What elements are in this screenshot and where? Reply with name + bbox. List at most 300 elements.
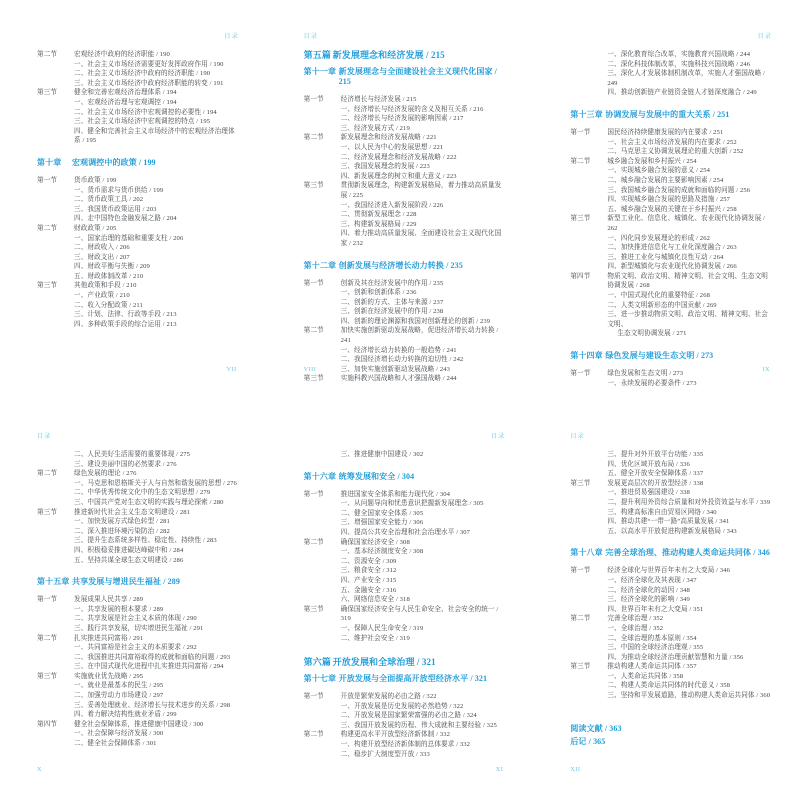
- toc-entry-page: / 318: [394, 596, 410, 603]
- toc-entry-page: / 221: [421, 134, 437, 141]
- toc-entry-page: / 235: [428, 280, 444, 287]
- toc-page-content: [570, 50, 774, 388]
- toc-entry-title: 城乡融合发展和乡村振兴 / 254: [607, 157, 774, 167]
- toc-entry-title: 二、贯彻新发展理念: [340, 211, 401, 219]
- toc-entry-title: 一、经济增长与经济发展的含义及相互关系: [340, 105, 468, 113]
- toc-entry-title: 扎实推进共同富裕 / 291: [74, 634, 241, 644]
- toc-entry-page: / 319: [394, 635, 410, 642]
- toc-item-row: [570, 691, 774, 701]
- toc-entry-label: 第一节: [303, 96, 324, 103]
- toc-entry-label: 第十一章: [303, 67, 337, 76]
- toc-entry-page: / 354: [681, 635, 697, 642]
- toc-entry-title: 五、坚持共谋全球生态文明建设: [74, 556, 168, 564]
- toc-entry-title: 五、健全开放安全保障体系: [607, 470, 688, 478]
- toc-entry-page: / 300: [188, 721, 204, 728]
- toc-item-row: [37, 614, 241, 624]
- toc-entry-title: 三、坚持和平发展道路，推动构建人类命运共同体: [607, 692, 755, 700]
- toc-section-row: [304, 605, 508, 624]
- toc-page: [0, 0, 267, 400]
- toc-entry-page: / 206: [168, 235, 184, 242]
- toc-entry-title: 二、开放发展是国家繁荣富强的必由之路: [340, 712, 462, 720]
- toc-entry-title: 构建更高水平开放型经济新体制 / 332: [341, 730, 508, 740]
- toc-item-row: [304, 307, 508, 317]
- toc-entry-page: / 256: [735, 187, 751, 194]
- toc-entry-page: / 203: [141, 206, 157, 213]
- toc-entry-title: 三、我国城乡融合发展的成就和面临的问题: [607, 186, 735, 194]
- toc-entry-title: 二、健全社会保障体系: [74, 740, 141, 748]
- toc-entry-label: 第十二章: [303, 260, 337, 270]
- toc-entry-page: / 332: [434, 731, 450, 738]
- toc-entry-title: 三、构建新发展格局: [340, 220, 401, 228]
- toc-chapter-heading: [37, 577, 241, 587]
- toc-section-row: [37, 50, 241, 60]
- toc-item-row: [570, 672, 774, 682]
- toc-entry-page: / 254: [694, 167, 710, 174]
- toc-section-row: [37, 508, 241, 518]
- toc-entry-title: 二、收入分配政策: [74, 301, 128, 309]
- toc-entry-page: / 229: [401, 221, 417, 228]
- toc-item-row: [37, 460, 241, 470]
- toc-entry-page: / 307: [454, 529, 470, 536]
- toc-entry-title: 一、社会主义市场经济需要更好发挥政府作用: [74, 60, 208, 68]
- toc-item-row: [304, 499, 508, 509]
- toc-entry-page: / 243: [434, 366, 450, 373]
- toc-entry-page: / 363: [603, 724, 622, 733]
- toc-entry-title: 健全和完善宏观经济治理体系 / 194: [74, 88, 241, 98]
- toc-entry-title: 一、社会保障与经济发展: [74, 730, 148, 738]
- toc-entry-title: 完善全球治理、推动构建人类命运共同体 / 346: [605, 548, 774, 558]
- toc-item-row: [37, 108, 241, 118]
- toc-entry-page: / 210: [121, 282, 137, 289]
- toc-item-row: [37, 517, 241, 527]
- toc-section-row: [304, 95, 508, 105]
- toc-entry-title: 四、推动共建“一带一路”高质量发展: [607, 518, 714, 526]
- toc-item-row: [304, 702, 508, 712]
- toc-entry-page: / 308: [394, 539, 410, 546]
- toc-entry-page: / 251: [708, 129, 724, 136]
- toc-entry-page: / 282: [154, 528, 170, 535]
- running-header: 目录: [757, 33, 772, 40]
- toc-entry-page: / 226: [428, 202, 444, 209]
- toc-entry-title: 三、推进工业化与城镇化良性互动: [607, 253, 708, 261]
- toc-entry-title: 宏观经济中政府的经济职能 / 190: [74, 50, 241, 60]
- toc-item-row: [37, 681, 241, 691]
- toc-entry-title: 五、以高水平开放促进构建新发展格局: [607, 527, 722, 535]
- toc-entry-title: 确保国家经济安全 / 308: [341, 538, 508, 548]
- toc-entry-title: 新型工业化、信息化、城镇化、农业现代化协调发展/ 262: [607, 214, 774, 233]
- toc-entry-title: 推进新时代社会主义生态文明建设 / 281: [74, 508, 241, 518]
- toc-entry-page: / 246: [735, 61, 751, 68]
- toc-entry-page: / 249: [607, 70, 765, 87]
- toc-entry-page: / 352: [648, 625, 664, 632]
- toc-item-row: [37, 653, 241, 663]
- toc-entry-page: / 294: [208, 663, 224, 670]
- toc-section-row: [304, 730, 508, 740]
- toc-item-row: [570, 508, 774, 518]
- toc-entry-page: / 273: [668, 370, 684, 377]
- toc-entry-page: / 338: [688, 480, 704, 487]
- toc-entry-page: / 357: [681, 663, 697, 670]
- page-folio: VIII: [303, 366, 317, 373]
- toc-entry-title: 三、计划、法律、行政等手段: [74, 311, 162, 319]
- toc-entry-title: 二、我国经济增长动力转换的迫切性: [340, 356, 448, 364]
- toc-entry-title: 开放是繁荣发展的必由之路 / 322: [341, 692, 508, 702]
- toc-entry-page: / 215: [339, 67, 497, 86]
- toc-entry-title: 二、深入推进环境污染防治: [74, 527, 155, 535]
- toc-item-row: [37, 69, 241, 79]
- toc-entry-title: 实施科教兴国战略和人才强国战略 / 244: [341, 374, 508, 384]
- toc-entry-label: 第一节: [570, 567, 591, 575]
- toc-entry-page: / 295: [148, 682, 164, 689]
- toc-entry-label: 第三节: [37, 282, 58, 290]
- toc-entry-page: / 298: [215, 702, 231, 709]
- toc-entry-title: 一、马克思和恩格斯关于人与自然和谐发展的思想: [74, 479, 222, 487]
- toc-item-row: [570, 50, 774, 60]
- toc-item-row: [37, 605, 241, 615]
- toc-entry-page: / 209: [134, 263, 150, 270]
- toc-entry-title: 二、共享发展是社会主义本质的体现: [74, 615, 182, 623]
- toc-item-row: [304, 566, 508, 576]
- toc-item-row: [570, 460, 774, 470]
- toc-entry-title: 二、创新的方式、主体与来源: [340, 298, 428, 306]
- toc-item-row: [304, 172, 508, 182]
- toc-entry-title: 物质文明、政治文明、精神文明、社会文明、生态文明协调发展 / 268: [607, 272, 774, 291]
- toc-entry-title: 绿色发展与建设生态文明 / 273: [605, 351, 774, 361]
- toc-entry-title: 一、永续发展的必要条件: [607, 379, 681, 387]
- toc-entry-title: 共享发展与增进民生福祉 / 289: [72, 577, 241, 587]
- toc-entry-title: 一、构建开放型经济新体制的总体要求: [340, 741, 455, 749]
- toc-section-row: [37, 595, 241, 605]
- toc-entry-title: 一、货币需求与货币供给: [74, 186, 148, 194]
- toc-entry-page: / 281: [154, 518, 170, 525]
- toc-entry-title: 财政政策 / 205: [74, 224, 241, 234]
- toc-entry-page: / 290: [181, 615, 197, 622]
- toc-item-row: [570, 595, 774, 605]
- toc-chapter-heading: [570, 548, 774, 558]
- toc-item-row: [304, 634, 508, 644]
- toc-item-row: [37, 450, 241, 460]
- toc-item-row: [37, 205, 241, 215]
- toc-entry-page: / 340: [701, 509, 717, 516]
- toc-item-row: [304, 220, 508, 230]
- running-header: 目录: [37, 433, 52, 440]
- toc-entry-page: / 223: [414, 163, 430, 170]
- toc-entry-title: 二、货币政策工具: [74, 196, 128, 204]
- toc-entry-title: 新发展理念与全面建设社会主义现代化国家/ 215: [339, 67, 508, 87]
- toc-entry-page: / 206: [114, 244, 130, 251]
- toc-item-row: [37, 243, 241, 253]
- toc-chapter-heading: [570, 351, 774, 361]
- toc-entry-label: 第五篇: [303, 50, 331, 60]
- toc-entry-page: / 199: [137, 158, 156, 167]
- toc-entry-page: / 223: [441, 173, 457, 180]
- toc-entry-title: 四、新发展理念的树立和重大意义: [340, 172, 442, 180]
- toc-item-row: [570, 517, 774, 527]
- toc-entry-title: 五、城乡融合发展的关键在于乡村振兴: [607, 205, 722, 213]
- toc-entry-title: 二、加快推进信息化与工业化深度融合: [607, 244, 722, 252]
- toc-chapter-heading: [304, 472, 508, 482]
- toc-entry-page: / 195: [81, 137, 97, 144]
- toc-section-row: [37, 224, 241, 234]
- toc-entry-title: 三、提升对外开放平台功能: [607, 451, 688, 458]
- toc-entry-label: 第三节: [37, 508, 58, 516]
- toc-entry-page: / 249: [741, 89, 757, 96]
- toc-part-heading: [304, 657, 508, 668]
- toc-item-row: [37, 98, 241, 108]
- toc-entry-title: 发展成果人民共享 / 289: [74, 595, 241, 605]
- toc-item-row: [570, 653, 774, 663]
- toc-entry-page: / 351: [688, 606, 704, 613]
- toc-entry-title: 三、增强国家安全能力: [340, 519, 408, 527]
- toc-item-row: [570, 291, 774, 301]
- toc-entry-label: 第三节: [570, 663, 591, 671]
- toc-item-row: [570, 138, 774, 148]
- toc-entry-title: 四、多种政策手段的综合运用: [74, 320, 162, 328]
- toc-item-row: [570, 624, 774, 634]
- toc-section-row: [37, 176, 241, 186]
- toc-entry-title: 二、财政收入: [74, 244, 115, 252]
- toc-entry-label: 第二节: [303, 538, 324, 546]
- toc-entry-title: 三、经济全球化的影响: [607, 596, 675, 604]
- toc-entry-page: / 306: [408, 519, 424, 526]
- toc-entry-page: / 217: [448, 115, 464, 122]
- toc-entry-label: 第一节: [303, 279, 324, 287]
- toc-item-row: [570, 450, 774, 460]
- toc-section-row: [304, 326, 508, 345]
- toc-section-row: [304, 181, 508, 200]
- toc-entry-title: 二、社会主义市场经济中宏观调控的必要性: [74, 108, 202, 116]
- toc-item-row: [37, 710, 241, 720]
- toc-item-row: [570, 498, 774, 508]
- toc-entry-title: 发展更高层次的开放型经济 / 338: [607, 479, 774, 489]
- toc-entry-title: 推动构建人类命运共同体 / 357: [607, 662, 774, 672]
- running-header: 目录: [224, 33, 239, 40]
- toc-entry-title: 二、我国推进共同富裕取得的成就和面临的问题: [74, 653, 215, 661]
- toc-entry-title: 一、深化教育综合改革，实施教育兴国战略: [607, 51, 735, 58]
- toc-page: [267, 400, 534, 800]
- toc-item-row: [570, 576, 774, 586]
- toc-item-row: [304, 750, 508, 760]
- toc-entry-title: 二、加强劳动力市场建设: [74, 692, 148, 700]
- toc-section-row: [570, 214, 774, 233]
- toc-entry-title: 三、财政支出: [74, 253, 115, 261]
- toc-item-row: [570, 681, 774, 691]
- toc-entry-title: 健全社会保障体系，推进健康中国建设 / 300: [74, 720, 241, 730]
- toc-entry-title: 三、推进健康中国建设: [340, 451, 408, 458]
- toc-item-row: [37, 527, 241, 537]
- toc-entry-page: / 191: [208, 80, 224, 87]
- toc-item-row: [37, 701, 241, 711]
- toc-section-row: [304, 374, 508, 384]
- toc-item-row: [304, 509, 508, 519]
- toc-entry-title: 一、国家治理的基础和重要支柱: [74, 234, 168, 242]
- toc-entry-title: 二、人民美好生活需要的重要体现: [74, 451, 175, 458]
- toc-entry-page: / 268: [694, 292, 710, 299]
- toc-entry-title: 一、以人民为中心的发展思想: [340, 143, 428, 151]
- toc-entry-page: / 194: [201, 109, 217, 116]
- toc-page: [533, 400, 800, 800]
- toc-entry-page: / 216: [468, 106, 484, 113]
- toc-entry-page: / 280: [208, 499, 224, 506]
- toc-entry-page: / 335: [688, 451, 704, 458]
- toc-entry-page: / 195: [195, 118, 211, 125]
- toc-entry-title: 绿色发展和生态文明 / 273: [607, 369, 774, 379]
- toc-entry-page: / 279: [195, 489, 211, 496]
- toc-page: [267, 0, 534, 400]
- toc-entry-page: / 347: [681, 577, 697, 584]
- toc-item-row: [304, 210, 508, 220]
- toc-entry-title: 二、马克思主义协调发展理论的重大创新: [607, 148, 728, 156]
- toc-entry-page: / 321: [415, 657, 436, 667]
- toc-section-row: [37, 281, 241, 291]
- toc-page-content: [304, 50, 508, 384]
- toc-entry-page: / 281: [174, 509, 190, 516]
- toc-item-row: [304, 105, 508, 115]
- toc-item-row: [37, 214, 241, 224]
- toc-entry-page: / 297: [148, 692, 164, 699]
- toc-entry-title: 货币政策 / 199: [74, 176, 241, 186]
- toc-entry-page: / 333: [414, 751, 430, 758]
- toc-chapter-heading: [304, 674, 508, 684]
- toc-entry-title: 三、加快实施创新驱动发展战略: [340, 365, 435, 373]
- toc-entry-page: / 276: [161, 461, 177, 468]
- toc-entry-title: 三、践行共享发展，切实增进民生福祉: [74, 624, 188, 632]
- toc-entry-page: / 271: [671, 330, 687, 337]
- toc-entry-title: 二、资源安全: [340, 557, 381, 565]
- toc-entry-title: 四、产业安全: [340, 576, 381, 584]
- toc-item-row: [570, 69, 774, 88]
- toc-item-row: [304, 143, 508, 153]
- toc-section-row: [570, 157, 774, 167]
- toc-entry-title: 四、财政平衡与失衡: [74, 263, 135, 271]
- toc-entry-page: / 284: [168, 547, 184, 554]
- toc-entry-page: / 293: [215, 654, 231, 661]
- toc-entry-page: / 360: [755, 692, 771, 699]
- toc-entry-page: / 273: [681, 380, 697, 387]
- toc-entry-page: / 219: [394, 125, 410, 132]
- toc-item-row: [304, 711, 508, 721]
- toc-entry-title: 四、新型城镇化与农业现代化协调发展: [607, 263, 722, 271]
- toc-entry-title: 三、创新在经济发展中的作用: [340, 308, 428, 316]
- toc-item-row: [37, 546, 241, 556]
- toc-item-row: [37, 291, 241, 301]
- toc-entry-page: / 237: [428, 299, 444, 306]
- toc-item-row: [570, 527, 774, 537]
- toc-entry-title: 二、社会主义市场经济中政府的经济职能: [74, 70, 195, 78]
- toc-item-row: [304, 528, 508, 538]
- toc-entry-page: / 252: [728, 148, 744, 155]
- toc-entry-page: / 252: [721, 139, 737, 146]
- toc-entry-page: / 352: [648, 615, 664, 622]
- toc-entry-page: / 291: [188, 625, 204, 632]
- toc-entry-title: 贯彻新发展理念，构建新发展格局，着力推动高质量发展 / 225: [341, 181, 508, 200]
- toc-entry-title: 三、在中国式现代化进程中扎实推进共同富裕: [74, 663, 208, 671]
- toc-item-row: [37, 253, 241, 263]
- toc-entry-page: / 213: [161, 321, 177, 328]
- toc-entry-page: / 355: [688, 644, 704, 651]
- toc-entry-page: / 319: [341, 606, 499, 623]
- toc-entry-title: 新发展理念和经济发展战略 / 221: [341, 133, 508, 143]
- toc-entry-label: 第十七章: [303, 674, 337, 684]
- toc-entry-page: / 324: [461, 712, 477, 719]
- toc-section-row: [570, 479, 774, 489]
- toc-entry-label: 第十五章: [37, 577, 70, 587]
- toc-entry-page: / 348: [674, 587, 690, 594]
- toc-entry-title: 生态文明协调发展: [617, 330, 671, 338]
- toc-item-row: [570, 147, 774, 157]
- toc-entry-title: 三、我国货币政策运用: [74, 205, 141, 213]
- toc-entry-page: / 242: [448, 356, 464, 363]
- toc-entry-page: / 235: [444, 261, 463, 270]
- toc-entry-title: 二、全球治理的基本原则: [607, 634, 681, 642]
- toc-entry-page: / 299: [161, 711, 177, 718]
- toc-item-row: [304, 740, 508, 750]
- toc-entry-page: / 276: [221, 480, 237, 487]
- toc-entry-label: 第二节: [37, 224, 58, 232]
- toc-entry-label: 第一节: [303, 490, 324, 498]
- toc-entry-page: / 338: [674, 489, 690, 496]
- toc-entry-title: 四、世界百年未有之大变局: [607, 605, 688, 613]
- toc-entry-page: / 215: [401, 96, 417, 103]
- toc-entry-page: / 190: [154, 51, 170, 58]
- toc-item-row: [37, 195, 241, 205]
- toc-entry-label: 第一节: [570, 128, 591, 136]
- toc-entry-title: 其他政策和手段 / 210: [74, 281, 241, 291]
- toc-item-row: [37, 479, 241, 489]
- toc-entry-title: 三、建设美丽中国的必然要求: [74, 460, 162, 468]
- toc-page-content: [304, 450, 508, 759]
- toc-entry-title: 二、经济增长与经济发展的影响因素: [340, 115, 448, 123]
- toc-item-row: [570, 488, 774, 498]
- toc-entry-page: / 258: [721, 206, 737, 213]
- toc-entry-title: 一、社会主义市场经济发展的内在要求: [607, 138, 722, 146]
- toc-entry-label: 第三节: [570, 479, 591, 487]
- toc-entry-page: / 199: [101, 177, 117, 184]
- toc-section-row: [37, 720, 241, 730]
- toc-entry-title: 确保国家经济安全与人民生命安全、社会安全的统一/ 319: [341, 605, 508, 624]
- toc-item-row: [304, 153, 508, 163]
- toc-entry-title: 经济全球化与世界百年未有之大变局 / 346: [607, 566, 774, 576]
- toc-entry-page: / 321: [468, 674, 487, 683]
- toc-section-row: [570, 128, 774, 138]
- toc-chapter-heading: [570, 110, 774, 120]
- toc-entry-title: 一、创新和创新体系: [340, 289, 401, 297]
- toc-item-row: [570, 310, 774, 329]
- toc-item-row: [37, 729, 241, 739]
- toc-item-row: [570, 234, 774, 244]
- page-folio: XI: [495, 766, 504, 773]
- toc-section-row: [304, 279, 508, 289]
- toc-entry-title: 四、积极稳妥推进碳达峰碳中和: [74, 546, 168, 554]
- toc-entry-page: / 232: [347, 240, 363, 247]
- toc-entry-title: 后记: [570, 736, 587, 746]
- toc-entry-page: / 273: [694, 351, 713, 360]
- toc-entry-page: / 305: [468, 500, 484, 507]
- toc-entry-page: / 289: [148, 606, 164, 613]
- toc-entry-page: / 262: [694, 235, 710, 242]
- toc-entry-page: / 204: [161, 215, 177, 222]
- toc-item-row: [37, 262, 241, 272]
- toc-entry-title: 四、为推动全球经济治理贡献智慧和力量: [607, 653, 728, 661]
- toc-entry-page: / 190: [208, 61, 224, 68]
- toc-section-row: [570, 272, 774, 291]
- toc-entry-page: / 244: [735, 51, 751, 58]
- toc-entry-page: / 332: [454, 741, 470, 748]
- toc-section-row: [304, 692, 508, 702]
- toc-entry-page: / 268: [634, 282, 650, 289]
- toc-entry-page: / 316: [381, 587, 397, 594]
- toc-entry-page: / 295: [128, 673, 144, 680]
